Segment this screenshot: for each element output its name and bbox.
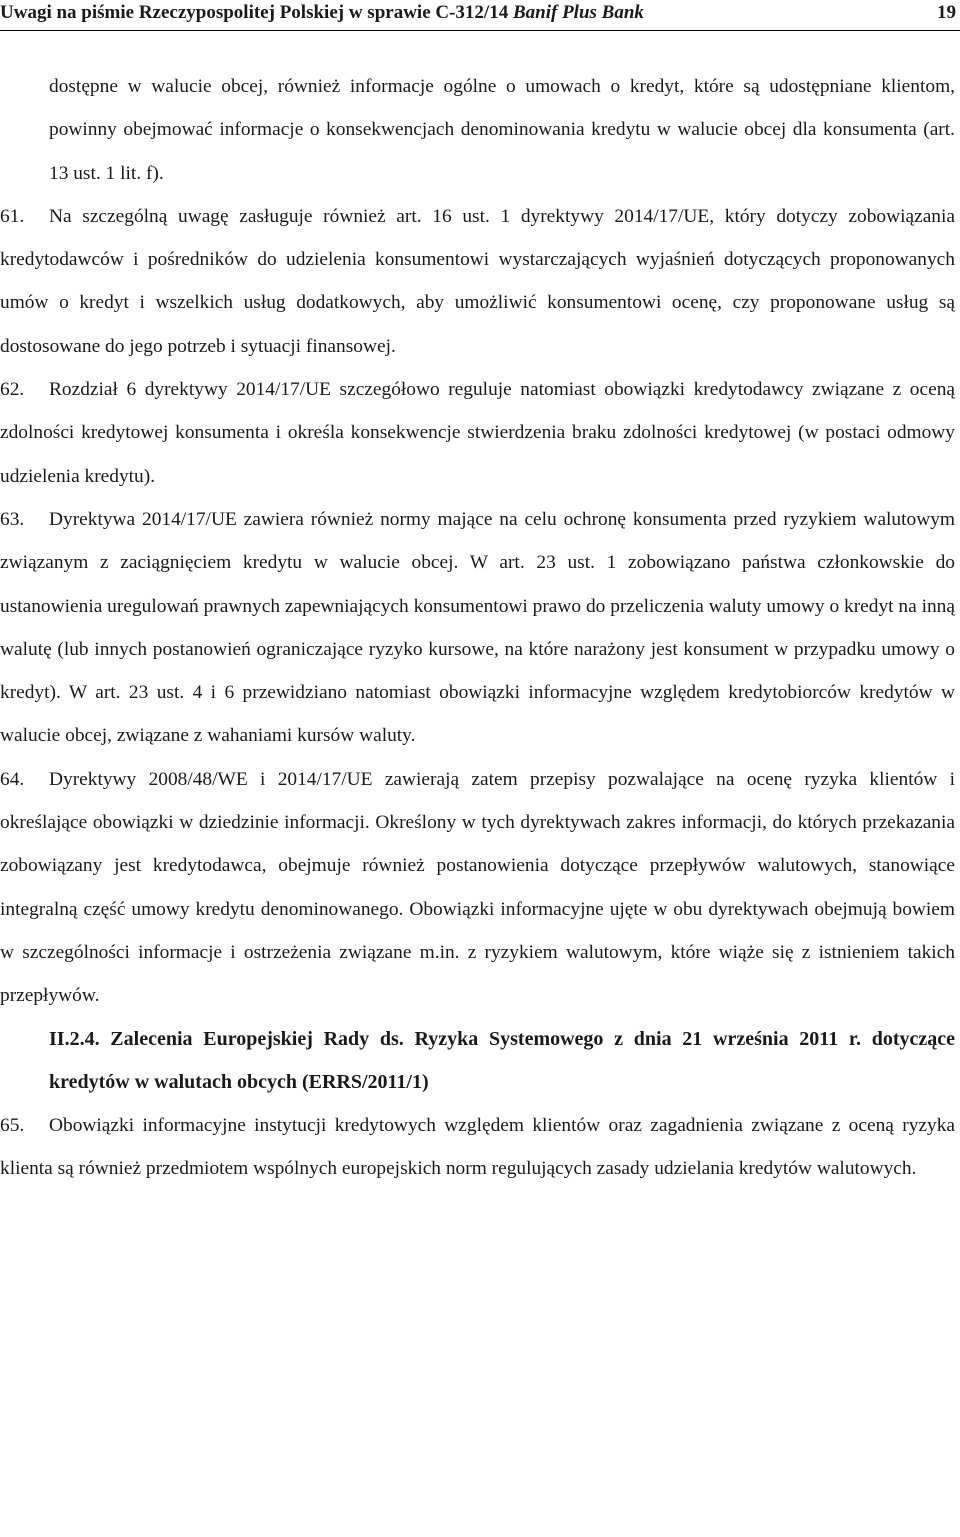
paragraph-number: 62. (0, 379, 25, 401)
paragraph-61 (0, 195, 955, 368)
paragraph-number: 63. (0, 508, 25, 530)
paragraph-number: 65. (0, 1115, 25, 1137)
section-heading: II.2.4. Zalecenia Europejskiej Rady ds. Ryzyka Systemowego z dnia 21 września 2011 r. dotyczące kredytów w walutach obcych (ERRS/2011/1) (49, 1027, 955, 1093)
header-title-italic: Banif Plus Bank (512, 2, 644, 23)
paragraph-63 (0, 498, 955, 758)
paragraph-text: Na szczególną uwagę zasługuje również art. 16 ust. 1 dyrektywy 2014/17/UE, który dotyczy zobowiązania kredytodawców i pośredników do udzielenia konsumentowi wystarczających wyjaśnień dotyczących proponowanych umów o kredyt i wszelkich usług dodatkowych, aby umożliwić konsumentowi ocenę, czy proponowane usług są dostosowane do jego potrzeb i sytuacji finansowej. (0, 205, 955, 357)
document-body (0, 65, 955, 1191)
header-title (0, 0, 644, 26)
paragraph-number: 61. (0, 205, 25, 227)
paragraph-65 (0, 1104, 955, 1191)
page-number: 19 (937, 2, 956, 23)
paragraph-text: Dyrektywy 2008/48/WE i 2014/17/UE zawierają zatem przepisy pozwalające na ocenę ryzyka klientów i określające obowiązki w dziedzinie informacji. Określony w tych dyrektywach zakres informacji, do których przekazania zobowiązany jest kredytodawca, obejmuje również postanowienia dotyczące przepływów walutowych, stanowiące integralną część umowy kredytu denominowanego. Obowiązki informacyjne ujęte w obu dyrektywach obejmują bowiem w szczególności informacje i ostrzeżenia związane m.in. z ryzykiem walutowym, które wiąże się z istnieniem takich przepływów. (0, 768, 955, 1007)
paragraph-64 (0, 758, 955, 1018)
header-title-prefix: Uwagi na piśmie Rzeczypospolitej Polskiej w sprawie C-312/14 (0, 2, 513, 23)
paragraph-number: 64. (0, 768, 25, 790)
page-header (0, 0, 960, 31)
paragraph-text: Obowiązki informacyjne instytucji kredytowych względem klientów oraz zagadnienia związane z oceną ryzyka klienta są również przedmiotem wspólnych europejskich norm regulujących zasady udzielania kredytów walutowych. (0, 1115, 955, 1180)
paragraph-text: Rozdział 6 dyrektywy 2014/17/UE szczegółowo reguluje natomiast obowiązki kredytodawcy związane z oceną zdolności kredytowej konsumenta i określa konsekwencje stwierdzenia braku zdolności kredytowej (w postaci odmowy udzielenia kredytu). (0, 379, 955, 487)
paragraph-text: Dyrektywa 2014/17/UE zawiera również normy mające na celu ochronę konsumenta przed ryzykiem walutowym związanym z zaciągnięciem kredytu w walucie obcej. W art. 23 ust. 1 zobowiązano państwa członkowskie do ustanowienia uregulowań prawnych zapewniających konsumentowi prawo do przeliczenia waluty umowy o kredyt na inną walutę (lub innych postanowień ograniczające ryzyko kursowe, na które narażony jest konsument w przypadku umowy o kredyt). W art. 23 ust. 4 i 6 przewidziano natomiast obowiązki informacyjne względem kredytobiorców kredytów w walucie obcej, związane z wahaniami kursów waluty. (0, 508, 955, 747)
paragraph-continuation (49, 65, 955, 195)
paragraph-62 (0, 368, 955, 498)
paragraph-text: dostępne w walucie obcej, również informacje ogólne o umowach o kredyt, które są udostępniane klientom, powinny obejmować informacje o konsekwencjach denominowania kredytu w walucie obcej dla konsumenta (art. 13 ust. 1 lit. f). (49, 76, 955, 184)
